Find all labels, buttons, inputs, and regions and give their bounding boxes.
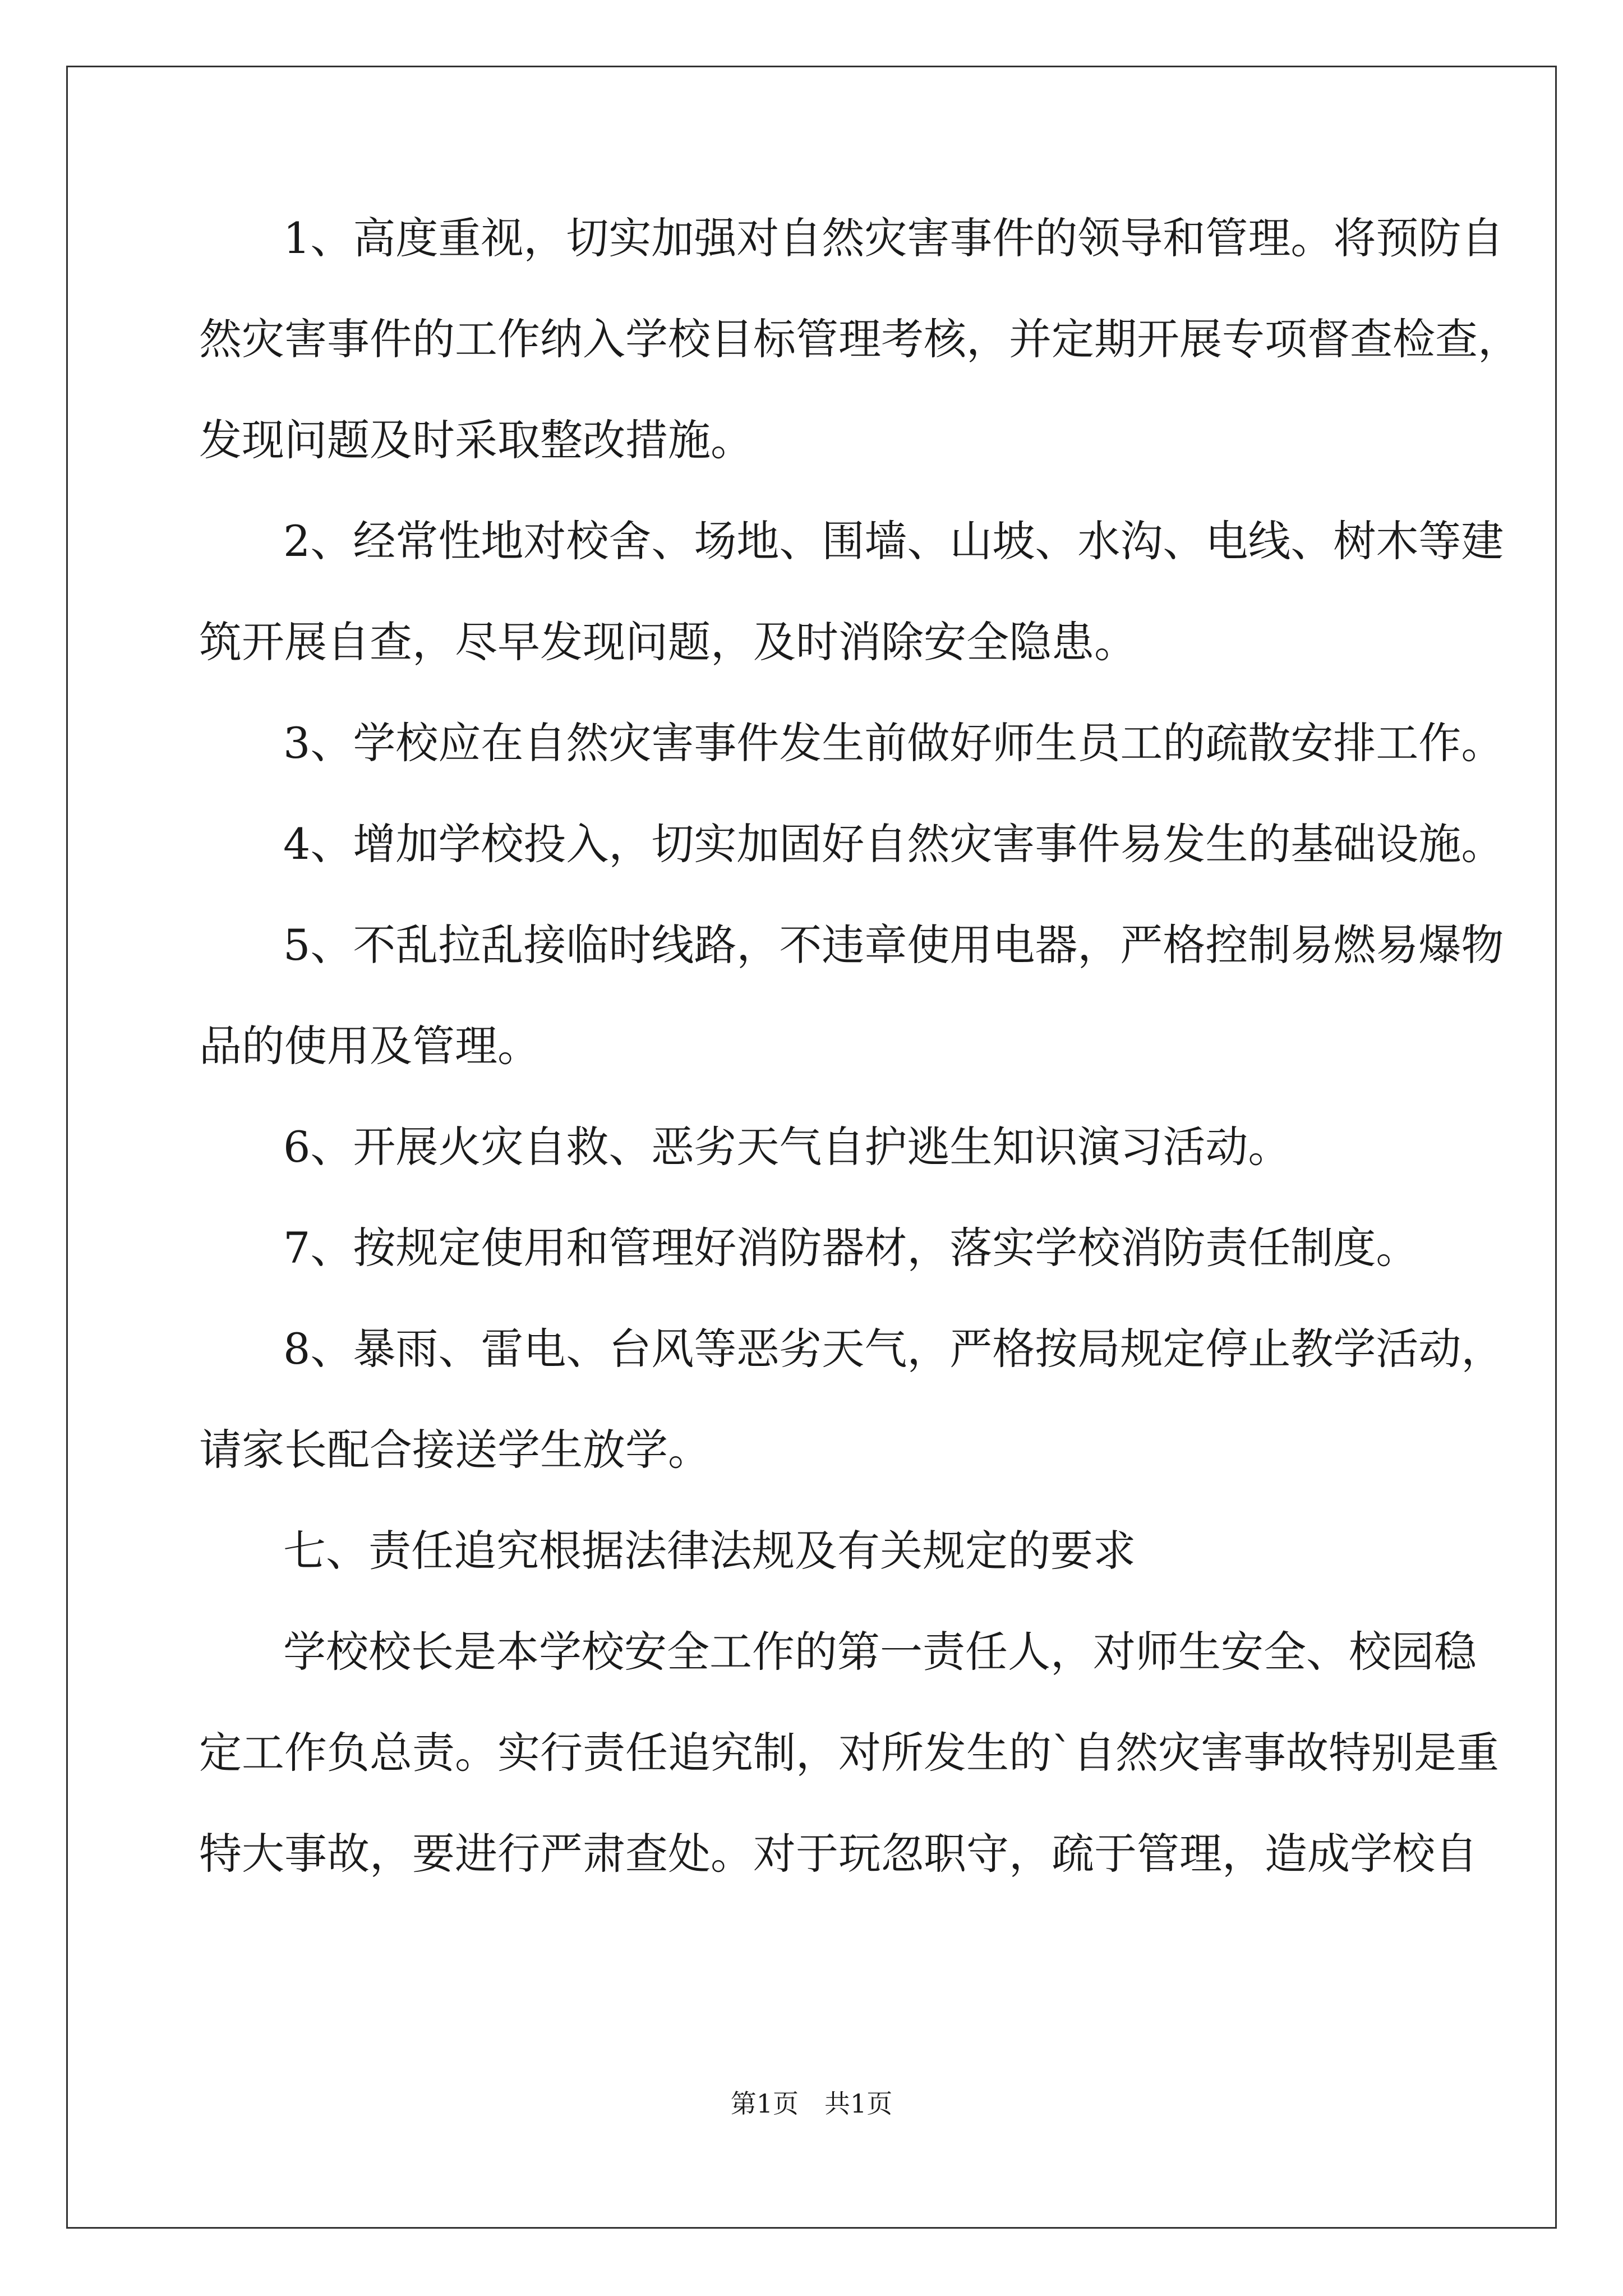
paragraph-line: 3、学校应在自然灾害事件发生前做好师生员工的疏散安排工作。 [283,718,1504,768]
paragraph-line: 6、开展火灾自救、恶劣天气自护逃生知识演习活动。 [283,1122,1291,1172]
page-number-footer: 第1页 共1页 [730,2088,893,2119]
paragraph-line: 7、按规定使用和管理好消防器材，落实学校消防责任制度。 [283,1223,1419,1273]
paragraph-line: 2、经常性地对校舍、场地、围墙、山坡、水沟、电线、树木等建 [283,516,1504,566]
section-heading: 七、责任追究根据法律法规及有关规定的要求 [283,1526,1136,1576]
paragraph-line: 4、增加学校投入，切实加固好自然灾害事件易发生的基础设施。 [283,819,1504,869]
paragraph-line: 1、高度重视，切实加强对自然灾害事件的领导和管理。将预防自 [283,213,1504,263]
paragraph-line: 学校校长是本学校安全工作的第一责任人，对师生安全、校园稳 [283,1627,1477,1677]
paragraph-line: 然灾害事件的工作纳入学校目标管理考核，并定期开展专项督查检查， [199,314,1520,364]
paragraph-line: 5、不乱拉乱接临时线路，不违章使用电器，严格控制易燃易爆物 [283,920,1504,970]
paragraph-line: 特大事故，要进行严肃查处。对于玩忽职守，疏于管理，造成学校自 [199,1829,1478,1879]
paragraph-line: 8、暴雨、雷电、台风等恶劣天气，严格按局规定停止教学活动， [283,1324,1504,1374]
paragraph-line: 发现问题及时采取整改措施。 [199,415,753,465]
paragraph-line: 品的使用及管理。 [199,1021,540,1071]
paragraph-line: 请家长配合接送学生放学。 [199,1425,711,1475]
paragraph-line: 定工作负总责。实行责任追究制，对所发生的`自然灾害事故特别是重 [199,1728,1499,1778]
paragraph-line: 筑开展自查，尽早发现问题，及时消除安全隐患。 [199,617,1137,667]
